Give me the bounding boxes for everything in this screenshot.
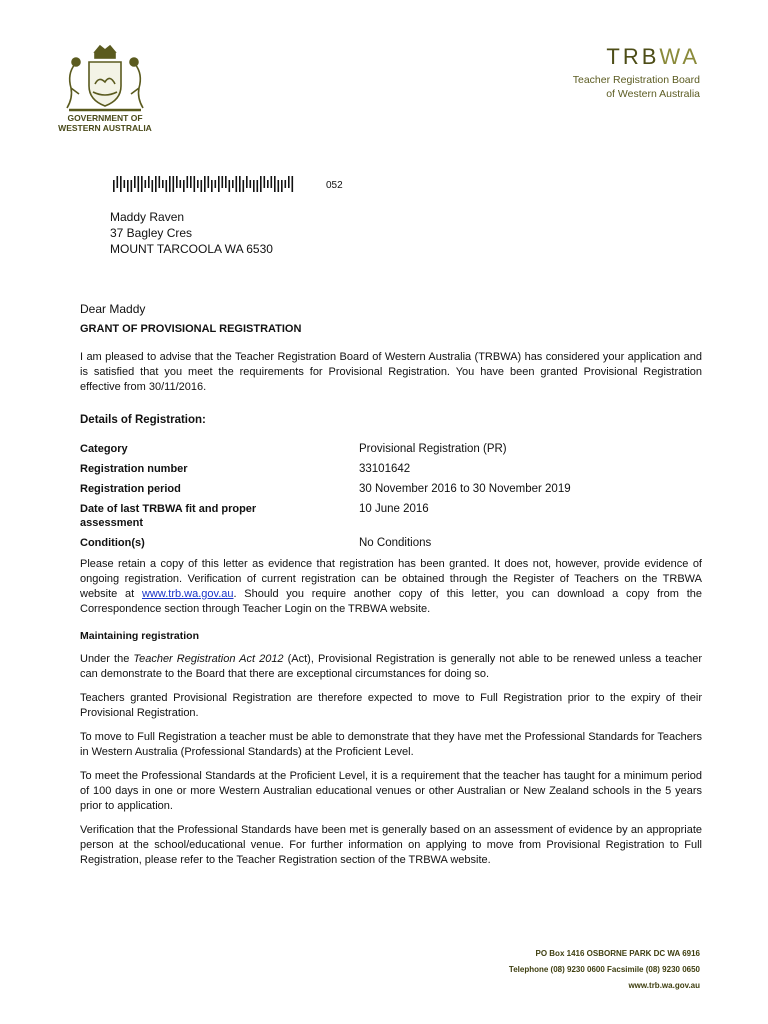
barcode-bar [169, 176, 171, 192]
retain-paragraph [80, 557, 702, 617]
details-row [80, 462, 702, 476]
barcode-bar [180, 180, 182, 188]
details-value: 30 November 2016 to 30 November 2019 [359, 483, 571, 495]
trbwa-wordmark-trb: TRB [606, 44, 660, 69]
letter-footer [509, 946, 700, 994]
barcode-bar [257, 180, 259, 192]
letter-body [80, 302, 702, 877]
barcode-bar [152, 180, 154, 192]
barcode-bar [127, 180, 129, 192]
details-row [80, 536, 702, 550]
maint1-pre: Under the [80, 653, 134, 665]
recipient-name: Maddy Raven [110, 210, 185, 224]
barcode-bar [229, 180, 231, 192]
recipient-street: 37 Bagley Cres [110, 226, 193, 240]
maintaining-paragraph-2: Teachers granted Provisional Registration are therefore expected to move to Full Registration prior to the expiry of their Provisional Registration. [80, 692, 702, 719]
recipient-locality: MOUNT TARCOOLA WA 6530 [110, 242, 273, 256]
details-heading: Details of Registration: [80, 414, 206, 426]
barcode-bar [183, 180, 185, 192]
government-label-line2: WESTERN AUSTRALIA [58, 123, 152, 133]
barcode-bar [187, 176, 189, 188]
barcode-bar [197, 180, 199, 188]
barcode-bar [204, 176, 206, 192]
trbwa-subtitle-line2: of Western Australia [606, 88, 700, 100]
greeting: Dear Maddy [80, 302, 146, 316]
barcode-bar [120, 176, 122, 192]
details-label: Registration period [80, 483, 181, 495]
barcode-bar [246, 176, 248, 188]
barcode-bar [274, 176, 276, 192]
government-label [40, 113, 170, 133]
details-row [80, 502, 702, 530]
barcode-bar [281, 180, 283, 192]
registration-details [80, 442, 702, 550]
barcode-bar [222, 176, 224, 188]
barcode-bar [201, 180, 203, 192]
barcode-bar [250, 180, 252, 188]
barcode-bar [166, 180, 168, 192]
retain-text-post: . Should you require another copy of this letter, you can download a copy from the Correspondence section through Teacher Login on the TRBWA website. [80, 588, 702, 615]
retain-text-pre: Please retain a copy of this letter as evidence that registration has been granted. It does not, however, provide evidence of ongoing registration. Verification of current registration can be obtained through the Register of Teachers on the TRBWA website at [80, 558, 702, 600]
barcode-number: 052 [326, 180, 343, 191]
details-value: No Conditions [359, 537, 432, 549]
barcode-bar [218, 176, 220, 192]
details-row [80, 442, 702, 456]
barcode-bar [113, 180, 115, 192]
trbwa-subtitle [573, 73, 700, 101]
barcode-bar [148, 176, 150, 188]
barcode-bar [239, 176, 241, 192]
details-value: 33101642 [359, 463, 411, 475]
details-value: Provisional Registration (PR) [359, 443, 507, 455]
details-label: Condition(s) [80, 537, 145, 549]
barcode-bar [194, 176, 196, 192]
details-value: 10 June 2016 [359, 503, 429, 515]
act-name: Teacher Registration Act 2012 [133, 653, 284, 665]
letter-subject: GRANT OF PROVISIONAL REGISTRATION [80, 323, 302, 335]
barcode-bar [131, 180, 133, 192]
barcode-bar [211, 180, 213, 192]
trbwa-website-link[interactable]: www.trb.wa.gov.au [141, 588, 234, 600]
barcode-bar [208, 176, 210, 188]
maintaining-heading: Maintaining registration [80, 630, 200, 642]
barcode-bar [288, 176, 290, 188]
barcode-bar [138, 176, 140, 192]
maintaining-paragraph-1 [80, 652, 702, 682]
barcode-bar [225, 176, 227, 188]
maintaining-paragraph-3: To move to Full Registration a teacher must be able to demonstrate that they have met the Professional Standards for Teachers in Western Australia (Professional Standards) at the Proficient Level. [80, 731, 702, 758]
government-label-line1: GOVERNMENT OF [67, 113, 143, 123]
barcode-bar [253, 180, 255, 192]
intro-paragraph: I am pleased to advise that the Teacher Registration Board of Western Australia (TRBWA) has considered your application and is satisfied that you meet the requirements for Provisional Registration. You have been granted Provisional Registration effective from 30/11/2016. [80, 351, 702, 393]
barcode-bar [215, 180, 217, 188]
barcode-bar [124, 180, 126, 188]
barcode-bar [176, 176, 178, 188]
details-label: Date of last TRBWA fit and proper assessment [80, 503, 257, 529]
barcode-bar [159, 176, 161, 188]
barcode-bar [236, 176, 238, 192]
footer-web: www.trb.wa.gov.au [628, 981, 700, 990]
barcode-bar [260, 176, 262, 192]
barcode-bar [264, 176, 266, 188]
recipient-address [110, 209, 273, 257]
barcode-bar [292, 176, 294, 192]
barcode-bar [278, 180, 280, 192]
maintaining-paragraph-4: To meet the Professional Standards at the Proficient Level, it is a requirement that the teacher has taught for a minimum period of 100 days in one or more Western Australian educational venues or other Australian or New Zealand schools in the 5 years prior to application. [80, 770, 702, 812]
barcode-bar [173, 176, 175, 192]
barcode-bar [145, 180, 147, 188]
barcode-bar [232, 180, 234, 188]
footer-address: PO Box 1416 OSBORNE PARK DC WA 6916 [535, 949, 700, 958]
details-label: Category [80, 443, 128, 455]
barcode-bar [271, 176, 273, 188]
maint1-post: (Act), Provisional Registration is generally not able to be renewed unless a teacher can demonstrate to the Board that there are exceptional circumstances for doing so. [80, 653, 702, 680]
details-row [80, 482, 702, 496]
barcode-bar [285, 180, 287, 188]
trbwa-logo [573, 44, 700, 101]
barcode-bar [141, 176, 143, 192]
trbwa-subtitle-line1: Teacher Registration Board [572, 74, 700, 86]
barcode-bar [267, 180, 269, 188]
postal-barcode [113, 176, 298, 192]
details-label: Registration number [80, 463, 188, 475]
maintaining-paragraph-5: Verification that the Professional Standards have been met is generally based on an assessment of evidence by an appropriate person at the school/educational venue. For further information on applying to move from Provisional Registration to Full Registration, please refer to the Teacher Registration section of the TRBWA website. [80, 824, 702, 866]
barcode-bar [134, 176, 136, 188]
barcode-bar [155, 176, 157, 192]
trbwa-wordmark [573, 44, 700, 70]
trbwa-wordmark-wa: WA [659, 44, 700, 69]
barcode-bar [190, 176, 192, 188]
barcode-bar [117, 176, 119, 188]
barcode-bar [162, 180, 164, 188]
footer-phone: Telephone (08) 9230 0600 Facsimile (08) 9230 0650 [508, 965, 700, 974]
barcode-bar [243, 180, 245, 192]
